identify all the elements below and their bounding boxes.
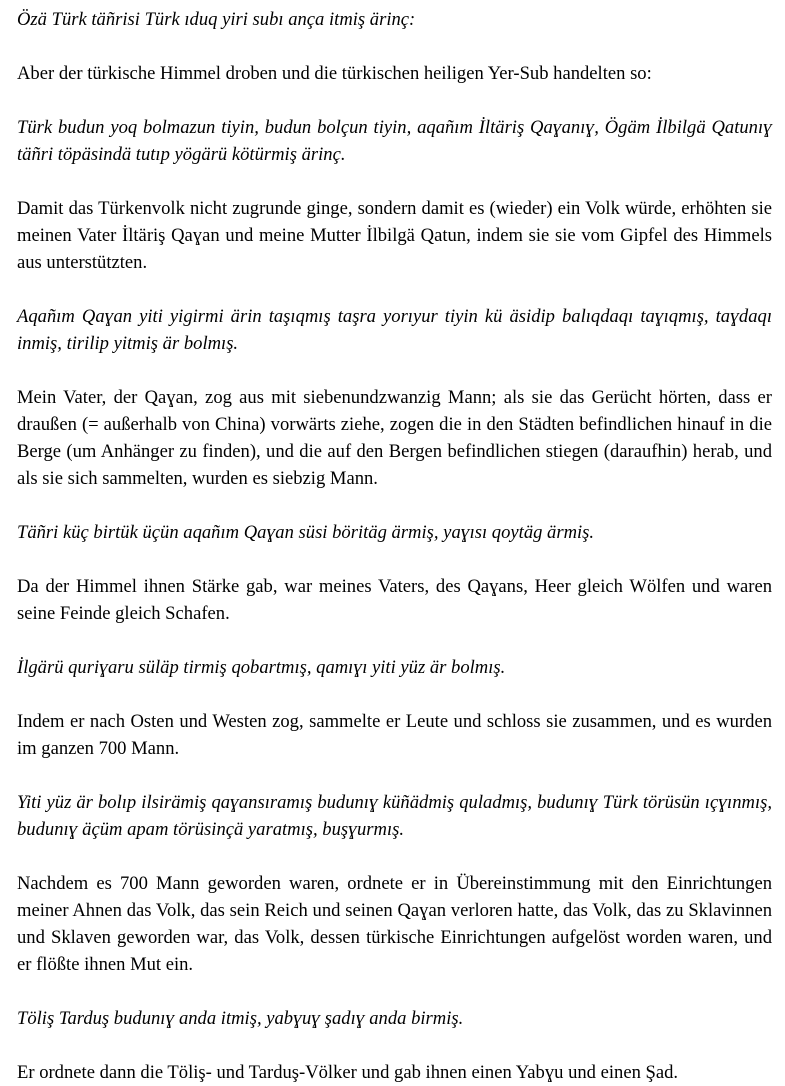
german-translation-paragraph: Damit das Türkenvolk nicht zugrunde ginge, sondern damit es (wieder) ein Volk würde, erhöhten sie meinen Vater İltäriş Qaɣan und meine Mutter İlbilgä Qatun, indem sie sie vom Gipfel des Himmels aus unterstützten. <box>17 198 772 273</box>
turkic-paragraph: Türk budun yoq bolmazun tiyin, budun bolçun tiyin, aqañım İltäriş Qaɣanıɣ, Ögäm İlbilgä Qatunıɣ täñri töpäsindä tutıp yögärü kötürmiş ärinç. <box>17 117 772 165</box>
turkic-paragraph: Özä Türk täñrisi Türk ıduq yiri subı ança itmiş ärinç: <box>17 9 416 30</box>
german-translation-paragraph: Aber der türkische Himmel droben und die türkischen heiligen Yer-Sub handelten so: <box>17 63 652 84</box>
german-translation-paragraph: Er ordnete dann die Töliş- und Tarduş-Völker und gab ihnen einen Yabɣu und einen Şad. <box>17 1062 679 1083</box>
turkic-paragraph: Aqañım Qaɣan yiti yigirmi ärin taşıqmış taşra yorıyur tiyin kü äsidip balıqdaqı taɣıqmış, taɣdaqı inmiş, tirilip yitmiş är bolmış. <box>17 306 772 354</box>
turkic-paragraph: Yiti yüz är bolıp ilsirämiş qaɣansıramış budunıɣ küñädmiş quladmış, budunıɣ Türk törüsün ıçɣınmış, budunıɣ äçüm apam törüsinçä yaratmış, buşɣurmış. <box>17 792 772 840</box>
german-translation-paragraph: Nachdem es 700 Mann geworden waren, ordnete er in Übereinstimmung mit den Einrichtungen meiner Ahnen das Volk, das sein Reich und seinen Qaɣan verloren hatte, das Volk, das zu Sklavinnen und Sklaven geworden war, das Volk, dessen türkische Einrichtungen aufgelöst worden waren, und er flößte ihnen Mut ein. <box>17 873 772 975</box>
document-body <box>17 6 772 1086</box>
turkic-paragraph: Töliş Tarduş budunıɣ anda itmiş, yabɣuɣ şadıɣ anda birmiş. <box>17 1008 464 1029</box>
german-translation-paragraph: Indem er nach Osten und Westen zog, sammelte er Leute und schloss sie zusammen, und es wurden im ganzen 700 Mann. <box>17 711 772 759</box>
german-translation-paragraph: Mein Vater, der Qaɣan, zog aus mit siebenundzwanzig Mann; als sie das Gerücht hörten, dass er draußen (= außerhalb von China) vorwärts ziehe, zogen die in den Städten befindlichen hinauf in die Berge (um Anhänger zu finden), und die auf den Bergen befindlichen stiegen (daraufhin) herab, und als sie sich sammelten, wurden es siebzig Mann. <box>17 387 772 489</box>
turkic-paragraph: Täñri küç birtük üçün aqañım Qaɣan süsi böritäg ärmiş, yaɣısı qoytäg ärmiş. <box>17 522 595 543</box>
german-translation-paragraph: Da der Himmel ihnen Stärke gab, war meines Vaters, des Qaɣans, Heer gleich Wölfen und waren seine Feinde gleich Schafen. <box>17 576 772 624</box>
turkic-paragraph: İlgärü quriɣaru süläp tirmiş qobartmış, qamıɣı yiti yüz är bolmış. <box>17 657 506 678</box>
